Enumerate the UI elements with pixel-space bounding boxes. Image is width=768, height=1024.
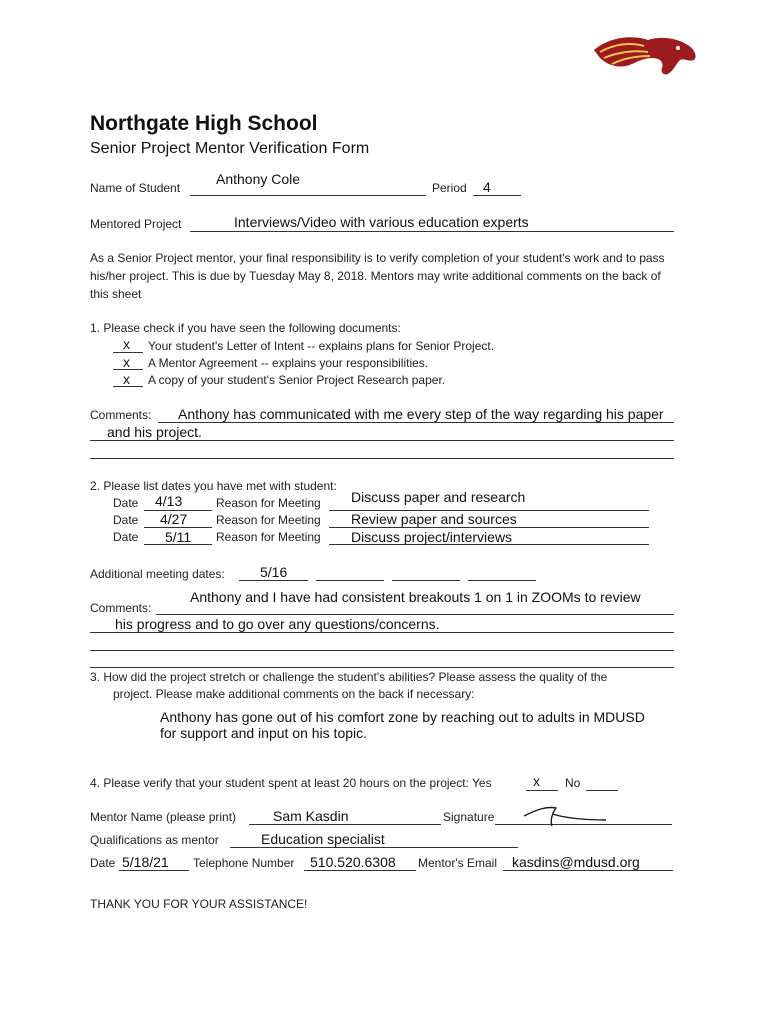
q2-date-value-1[interactable]: 4/13	[155, 493, 183, 509]
q2-reason-value-1[interactable]: Discuss paper and research	[351, 489, 526, 505]
student-name-value[interactable]: Anthony Cole	[216, 171, 301, 187]
q2-date-label-2: Date	[113, 513, 139, 527]
signature-label: Signature	[443, 810, 495, 824]
q2-date-label-1: Date	[113, 496, 139, 510]
q2-additional-line-1	[239, 580, 308, 581]
handwritten-signature-icon[interactable]	[522, 800, 612, 830]
phone-line	[304, 870, 416, 871]
q2-reason-line-2	[329, 527, 649, 528]
email-label: Mentor's Email	[418, 856, 497, 870]
student-name-label: Name of Student	[90, 181, 181, 195]
q1-comments-line-1	[158, 422, 674, 423]
q1-comments-line-3	[90, 458, 674, 459]
date-line	[119, 870, 189, 871]
intro-part1: As a Senior Project mentor, your final responsibility is to verify completion of your student's work and to pass his/her project. This is due by	[90, 251, 665, 283]
project-label: Mentored Project	[90, 217, 182, 231]
email-line	[503, 870, 673, 871]
project-value[interactable]: Interviews/Video with various education experts	[234, 214, 529, 230]
q1-check-mark-2[interactable]: x	[123, 354, 130, 370]
q3-answer-line-1[interactable]: Anthony has gone out of his comfort zone by reaching out to adults in MDUSD	[160, 709, 645, 725]
q2-comments-text-1[interactable]: Anthony and I have had consistent breakouts 1 on 1 in ZOOMs to review	[190, 589, 641, 605]
q1-check-mark-1[interactable]: x	[123, 336, 130, 352]
period-label: Period	[432, 181, 467, 195]
q1-comments-text-2[interactable]: and his project.	[107, 424, 202, 440]
school-name: Northgate High School	[90, 112, 318, 135]
q1-item-1: Your student's Letter of Intent -- explains plans for Senior Project.	[148, 339, 495, 353]
q2-comments-label: Comments:	[90, 601, 152, 615]
period-line	[473, 195, 521, 196]
email-value[interactable]: kasdins@mdusd.org	[512, 854, 640, 870]
q1-check-mark-3[interactable]: x	[123, 371, 130, 387]
student-name-line	[190, 195, 426, 196]
q2-comments-text-2[interactable]: his progress and to go over any questions/concerns.	[115, 616, 440, 632]
q2-comments-line-3	[90, 650, 674, 651]
intro-due-date: Tuesday May 8, 2018	[248, 269, 364, 283]
q1-comments-label: Comments:	[90, 408, 152, 422]
mentor-name-label: Mentor Name (please print)	[90, 810, 237, 824]
phone-value[interactable]: 510.520.6308	[310, 854, 396, 870]
q1-check-line-1	[113, 352, 143, 353]
intro-part2: . Mentors may write additional comments on the back of this sheet	[90, 269, 661, 301]
q1-item-3: A copy of your student's Senior Project Research paper.	[148, 373, 446, 387]
q2-additional-line-2	[316, 580, 384, 581]
q2-reason-value-3[interactable]: Discuss project/interviews	[351, 529, 513, 545]
q4-yes-mark[interactable]: x	[533, 773, 540, 789]
q2-comments-line-4	[90, 667, 674, 668]
q4-prompt: 4. Please verify that your student spent at least 20 hours on the project: Yes	[90, 776, 492, 790]
q2-comments-line-1	[156, 614, 674, 615]
intro-paragraph	[90, 249, 680, 303]
q2-reason-label-2: Reason for Meeting	[216, 513, 321, 527]
thank-you-text: THANK YOU FOR YOUR ASSISTANCE!	[90, 897, 308, 911]
qualifications-line	[230, 847, 518, 848]
q3-prompt-line-1: 3. How did the project stretch or challenge the student's abilities? Please assess the quality of the	[90, 670, 608, 684]
period-value[interactable]: 4	[483, 179, 491, 195]
q3-prompt-line-2: project. Please make additional comments on the back if necessary:	[113, 687, 475, 701]
q2-date-line-2	[144, 527, 212, 528]
q4-no-line	[586, 790, 618, 791]
date-value[interactable]: 5/18/21	[122, 854, 169, 870]
mentor-name-line	[249, 824, 441, 825]
horse-head-icon	[590, 30, 700, 78]
phone-label: Telephone Number	[193, 856, 295, 870]
q2-reason-label-1: Reason for Meeting	[216, 496, 321, 510]
q3-answer-line-2[interactable]: for support and input on his topic.	[160, 725, 368, 741]
q2-date-value-2[interactable]: 4/27	[160, 511, 188, 527]
q2-date-value-3[interactable]: 5/11	[165, 529, 192, 545]
qualifications-label: Qualifications as mentor	[90, 833, 219, 847]
q2-additional-label: Additional meeting dates:	[90, 567, 225, 581]
q2-additional-date-1[interactable]: 5/16	[260, 564, 288, 580]
q1-comments-line-2	[90, 440, 674, 441]
q2-additional-line-4	[468, 580, 536, 581]
q2-additional-line-3	[392, 580, 460, 581]
date-label: Date	[90, 856, 116, 870]
q1-comments-text-1[interactable]: Anthony has communicated with me every step of the way regarding his paper	[178, 406, 664, 422]
q2-reason-label-3: Reason for Meeting	[216, 530, 321, 544]
form-title: Senior Project Mentor Verification Form	[90, 140, 370, 157]
q2-comments-line-2	[90, 632, 674, 633]
q4-no-label: No	[565, 776, 581, 790]
q1-prompt: 1. Please check if you have seen the following documents:	[90, 321, 401, 335]
q4-yes-line	[526, 790, 558, 791]
project-line	[190, 231, 674, 232]
qualifications-value[interactable]: Education specialist	[261, 831, 385, 847]
q1-item-2: A Mentor Agreement -- explains your responsibilities.	[148, 356, 429, 370]
mentor-name-value[interactable]: Sam Kasdin	[273, 808, 349, 824]
q2-date-label-3: Date	[113, 530, 139, 544]
q2-reason-value-2[interactable]: Review paper and sources	[351, 511, 517, 527]
q2-prompt: 2. Please list dates you have met with student:	[90, 479, 337, 493]
